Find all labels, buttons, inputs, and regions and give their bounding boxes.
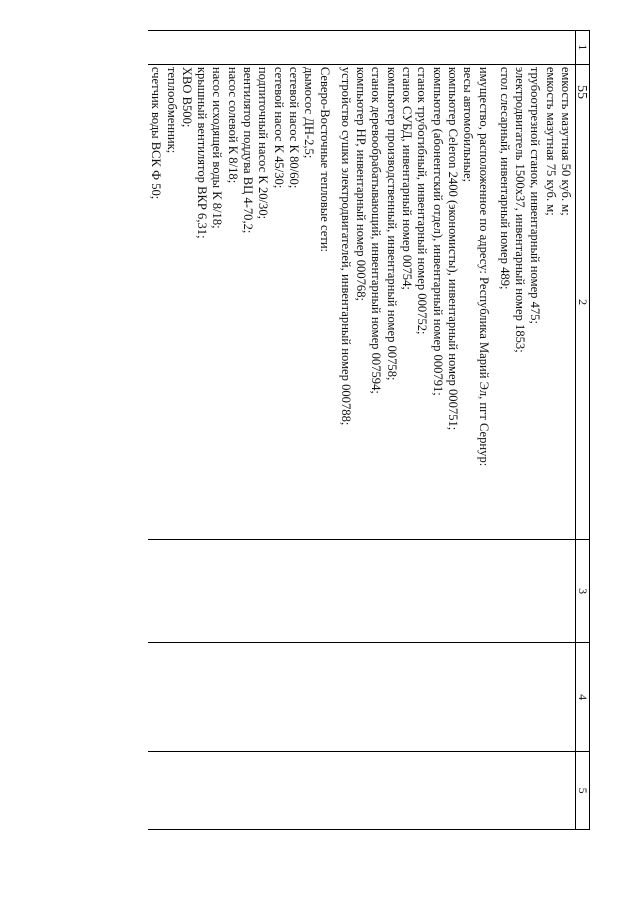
- list-item: Северо-Восточные тепловые сети:: [317, 66, 332, 253]
- list-item: ХВО В500;: [179, 66, 194, 128]
- column-header-4: 4: [576, 642, 590, 751]
- list-item: вентилятор поддува ВЦ 4-70,2;: [241, 66, 256, 234]
- list-item: насос исходящей воды К 8/18;: [210, 66, 225, 229]
- column-5-cell: [148, 752, 576, 830]
- column-1-cell: [148, 31, 576, 65]
- list-item: компьютер (абонентский отдел), инвентарный номер 000791;: [430, 66, 445, 396]
- list-item: компьютер Celeron 2400 (экономисты), инвентарный номер 000751;: [445, 66, 460, 431]
- list-item: весы автомобильные;: [461, 66, 476, 183]
- list-item: компьютер HP, инвентарный номер 000768;: [354, 66, 369, 302]
- list-item: теплообменник;: [164, 66, 179, 154]
- list-item: стол слесарный, инвентарный номер 489;: [497, 66, 512, 290]
- list-item: устройство сушки электродвигателей, инвентарный номер 000788;: [338, 66, 353, 426]
- assets-table: [148, 30, 590, 830]
- list-item: станок деревообрабатывающий, инвентарный номер 007594;: [369, 66, 384, 394]
- rotated-page-content: [100, 30, 600, 830]
- group-spacer: [491, 67, 497, 540]
- list-item: емкость мазутная 50 куб. м;: [559, 66, 573, 216]
- table-header-row: [576, 31, 590, 830]
- list-item: станок СУБД, инвентарный номер 00754;: [400, 66, 415, 290]
- list-item: сетевой насос К 80/60;: [286, 66, 301, 189]
- column-header-3: 3: [576, 540, 590, 642]
- column-3-cell: [148, 540, 576, 642]
- table-row: [148, 31, 576, 830]
- page-number: 55: [574, 85, 589, 99]
- column-header-5: 5: [576, 752, 590, 830]
- list-item: станок трубогибный, инвентарный номер 000752;: [415, 66, 430, 335]
- list-item: крышный вентилятор ВКР 6,31;: [195, 66, 210, 239]
- list-item: подпиточный насос К 20/30;: [256, 66, 271, 220]
- list-item: сетевой насос К 45/30;: [271, 66, 286, 189]
- column-header-2: 2: [576, 64, 590, 540]
- list-item: электродвигатель 1500х37, инвентарный номер 1853;: [513, 66, 528, 353]
- column-4-cell: [148, 642, 576, 751]
- column-header-1: 1: [576, 31, 590, 65]
- list-item: счетчик воды ВСК Ф 50;: [149, 66, 164, 200]
- list-item: имущество, расположенное по адресу: Республика Марий Эл, пгт Сернур:: [476, 66, 491, 467]
- list-item: насос солевой К 8/18;: [225, 66, 240, 184]
- list-item: трубоотрезной станок, инвентарный номер 475;: [528, 66, 543, 324]
- list-item: компьютер производственный, инвентарный номер 00758;: [384, 66, 399, 381]
- group-spacer: [332, 67, 338, 540]
- list-item: дымосос ДН-2,5;: [302, 66, 317, 159]
- asset-list-cell: [148, 64, 576, 540]
- list-item: емкость мазутная 75 куб. м;: [543, 66, 558, 216]
